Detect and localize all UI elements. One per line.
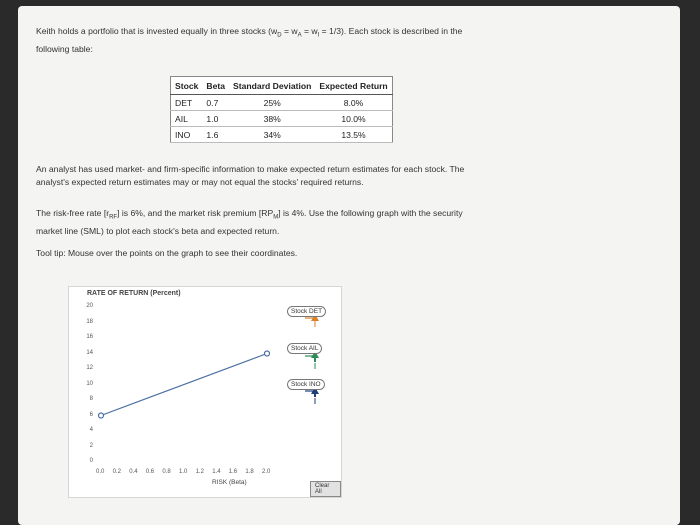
y-tick-label: 8 [89,396,93,402]
x-tick-label: 1.4 [212,469,221,475]
col-beta: Beta [202,77,229,95]
sml-endpoint[interactable] [99,413,104,418]
x-tick-label: 0.0 [96,469,105,475]
stock-ail-label: Stock AIL [287,343,322,354]
cell: 1.6 [202,127,229,143]
sml-line[interactable] [101,354,267,416]
y-tick-label: 4 [89,427,93,433]
clear-all-button[interactable]: Clear All [310,481,341,497]
x-tick-label: 0.8 [162,469,171,475]
table-row [171,95,393,111]
cell: 34% [229,127,315,143]
y-tick-label: 14 [86,349,93,356]
x-tick-label: 1.6 [228,469,238,475]
sml-endpoint[interactable] [265,351,270,356]
y-tick-label: 0 [89,458,93,464]
cell: DET [171,95,203,111]
chart-plot[interactable] [69,287,341,497]
chart-title: RATE OF RETURN (Percent) [87,290,181,297]
riskfree-text: The risk-free rate $[r_{RF}]$ is 6%, and the market risk premium $[RP_M]$ is 4%. Use the following graph with the security market line (SML) to plot each stock's beta and expected return. [36,208,463,236]
tooltip-text: Tool tip: Mouse over the points on the graph to see their coordinates. [36,248,298,258]
y-tick-label: 16 [86,334,93,340]
x-tick-label: 0.4 [129,469,138,475]
table-header-row [171,77,393,95]
table-row [171,111,393,127]
y-tick-label: 12 [86,365,93,371]
x-tick-label: 0.6 [145,469,155,475]
y-tick-label: 10 [86,380,93,387]
cell: 13.5% [315,127,392,143]
y-tick-label: 18 [86,318,93,325]
cell: 10.0% [315,111,392,127]
intro-text: Keith holds a portfolio that is invested equally in three stocks $(w_D = w_A = w_I = 1/3)$. Each stock is described in the following table: [36,26,463,54]
stock-det-label: Stock DET [287,306,326,317]
col-stock: Stock [171,77,203,95]
cell: 25% [229,95,315,111]
y-tick-label: 2 [89,442,93,449]
cell: AIL [171,111,203,127]
page [18,6,680,525]
analyst-text: An analyst has used market- and firm-specific information to make expected return estimates for each stock. The analyst's expected return estimates may or may not equal the stocks' required returns. [36,164,465,187]
x-tick-label: 2.0 [262,469,271,475]
col-expected-return: Expected Return [315,77,392,95]
x-tick-label: 1.8 [245,469,254,475]
x-axis-label: RISK (Beta) [212,479,247,486]
sml-chart[interactable] [68,286,342,498]
cell: INO [171,127,203,143]
table-row [171,127,393,143]
cell: 8.0% [315,95,392,111]
cell: 38% [229,111,315,127]
col-std-dev: Standard Deviation [229,77,315,95]
x-tick-label: 0.2 [112,469,121,475]
x-tick-label: 1.0 [179,469,188,475]
cell: 1.0 [202,111,229,127]
cell: 0.7 [202,95,229,111]
stock-ino-label: Stock INO [287,379,325,390]
stock-table [170,76,393,143]
y-tick-label: 20 [86,303,93,309]
x-tick-label: 1.2 [195,469,204,475]
y-tick-label: 6 [89,411,93,418]
